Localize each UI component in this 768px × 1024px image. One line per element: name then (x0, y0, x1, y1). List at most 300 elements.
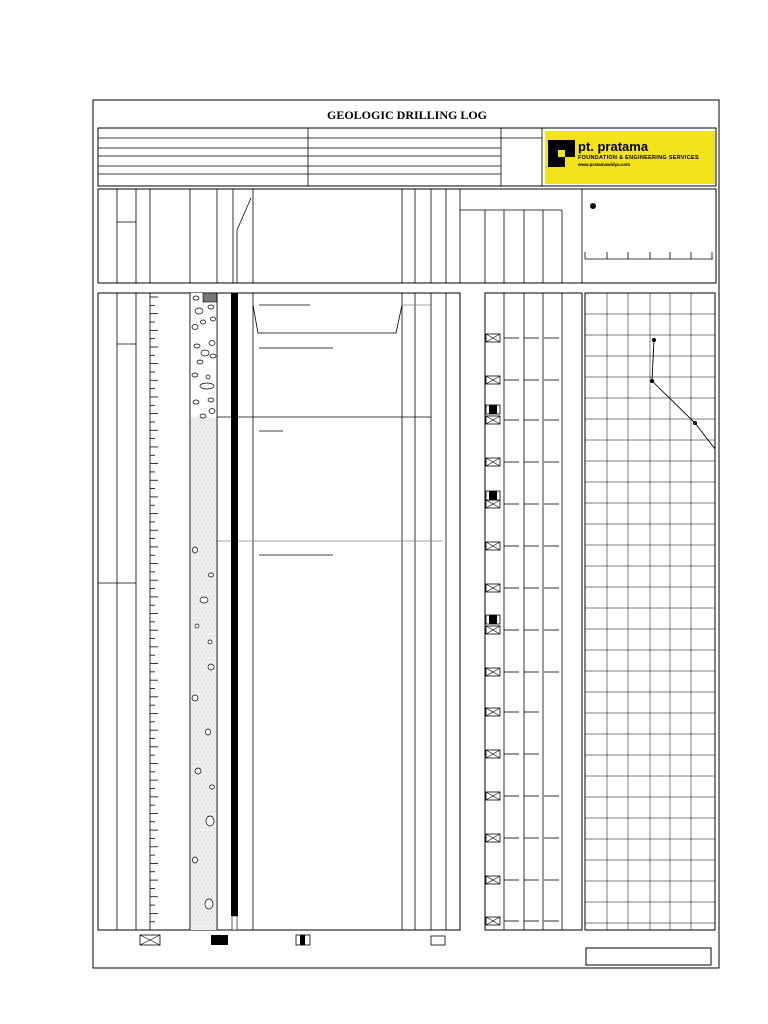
sand-dot (192, 808, 193, 809)
sand-dot (214, 436, 215, 437)
pebble (208, 305, 214, 309)
sand-dot (194, 788, 195, 789)
sand-dot (208, 808, 209, 809)
sand-dot (208, 776, 209, 777)
sand-dot (212, 680, 213, 681)
sand-dot (198, 564, 199, 565)
sand-dot (212, 728, 213, 729)
sand-dot (204, 848, 205, 849)
sand-dot (208, 608, 209, 609)
sand-dot (202, 772, 203, 773)
sand-dot (196, 432, 197, 433)
sand-dot (196, 832, 197, 833)
sand-dot (214, 492, 215, 493)
sand-dot (194, 884, 195, 885)
sand-dot (196, 856, 197, 857)
sand-dot (196, 648, 197, 649)
pebble (192, 373, 198, 377)
sand-dot (202, 460, 203, 461)
sand-dot (212, 656, 213, 657)
sand-dot (210, 580, 211, 581)
company-name: pt. pratama (578, 139, 649, 154)
sand-dot (210, 452, 211, 453)
sand-dot (192, 560, 193, 561)
sand-dot (210, 460, 211, 461)
logo-mark-notch (558, 150, 565, 157)
sand-dot (194, 516, 195, 517)
sand-dot (206, 684, 207, 685)
sand-dot (202, 604, 203, 605)
sand-dot (212, 880, 213, 881)
sand-dot (194, 764, 195, 765)
solid-black-box-icon (211, 935, 228, 945)
sand-dot (192, 552, 193, 553)
core-sample-fill (489, 491, 497, 500)
sand-dot (200, 672, 201, 673)
sand-dot (208, 432, 209, 433)
sand-dot (196, 640, 197, 641)
sand-dot (210, 764, 211, 765)
sand-dot (200, 568, 201, 569)
sand-dot (192, 592, 193, 593)
sand-dot (206, 564, 207, 565)
sand-dot (202, 868, 203, 869)
sand-dot (206, 652, 207, 653)
sand-dot (196, 512, 197, 513)
sand-dot (208, 672, 209, 673)
sand-dot (210, 612, 211, 613)
sand-dot (214, 724, 215, 725)
pebble (208, 398, 214, 402)
sand-dot (208, 464, 209, 465)
sand-dot (210, 508, 211, 509)
sand-dot (206, 428, 207, 429)
sand-dot (204, 656, 205, 657)
pebble (201, 320, 206, 324)
sand-dot (208, 720, 209, 721)
sand-dot (204, 816, 205, 817)
sand-dot (208, 736, 209, 737)
sand-dot (210, 420, 211, 421)
pebble (201, 350, 209, 356)
sand-dot (212, 480, 213, 481)
sand-dot (210, 468, 211, 469)
sand-dot (198, 532, 199, 533)
sand-dot (214, 452, 215, 453)
sand-dot (192, 688, 193, 689)
topsoil-block (203, 293, 217, 302)
sand-dot (206, 924, 207, 925)
sand-dot (206, 724, 207, 725)
sand-dot (200, 728, 201, 729)
sand-dot (214, 612, 215, 613)
sand-dot (204, 528, 205, 529)
sand-dot (214, 588, 215, 589)
sand-dot (208, 632, 209, 633)
sand-dot (202, 572, 203, 573)
sand-dot (194, 740, 195, 741)
pebble (200, 414, 206, 418)
sand-dot (192, 448, 193, 449)
sand-dot (198, 604, 199, 605)
sand-dot (212, 888, 213, 889)
sand-dot (198, 716, 199, 717)
sand-dot (210, 636, 211, 637)
sand-dot (192, 824, 193, 825)
sand-dot (206, 476, 207, 477)
sand-dot (214, 484, 215, 485)
sand-dot (212, 432, 213, 433)
sand-dot (194, 420, 195, 421)
sand-dot (202, 452, 203, 453)
sand-dot (204, 736, 205, 737)
sand-dot (198, 740, 199, 741)
sand-dot (200, 872, 201, 873)
sand-dot (196, 824, 197, 825)
sand-dot (204, 696, 205, 697)
sand-dot (214, 876, 215, 877)
sand-dot (214, 620, 215, 621)
sand-dot (198, 668, 199, 669)
sand-dot (196, 672, 197, 673)
sand-dot (206, 452, 207, 453)
sand-dot (198, 580, 199, 581)
upper-columns-box (98, 189, 716, 283)
sand-dot (194, 492, 195, 493)
sand-dot (196, 560, 197, 561)
logo-mark-notch (565, 157, 575, 167)
sand-dot (208, 760, 209, 761)
sand-dot (198, 828, 199, 829)
sand-dot (214, 476, 215, 477)
soil-column (190, 293, 238, 930)
pebble (193, 400, 199, 404)
sand-dot (210, 684, 211, 685)
sand-dot (206, 804, 207, 805)
pebble (209, 573, 214, 577)
sand-dot (202, 900, 203, 901)
sand-dot (210, 524, 211, 525)
sand-dot (214, 796, 215, 797)
sand-dot (206, 492, 207, 493)
sand-dot (200, 488, 201, 489)
sand-dot (212, 808, 213, 809)
sand-dot (212, 584, 213, 585)
sand-dot (202, 620, 203, 621)
sand-dot (200, 832, 201, 833)
sand-dot (194, 588, 195, 589)
sand-dot (210, 660, 211, 661)
sand-dot (198, 884, 199, 885)
sand-dot (214, 564, 215, 565)
sand-dot (192, 920, 193, 921)
sand-dot (200, 632, 201, 633)
sand-dot (204, 760, 205, 761)
sand-dot (200, 800, 201, 801)
sand-dot (214, 740, 215, 741)
sand-dot (192, 496, 193, 497)
sand-dot (194, 716, 195, 717)
sand-dot (204, 712, 205, 713)
sand-dot (202, 652, 203, 653)
sand-dot (200, 536, 201, 537)
sand-dot (214, 508, 215, 509)
sand-dot (194, 756, 195, 757)
sand-dot (192, 704, 193, 705)
sand-dot (198, 620, 199, 621)
sand-dot (194, 876, 195, 877)
sand-dot (206, 676, 207, 677)
sand-dot (198, 420, 199, 421)
sand-dot (208, 624, 209, 625)
sand-dot (198, 588, 199, 589)
sand-dot (196, 728, 197, 729)
sand-dot (204, 456, 205, 457)
sand-dot (194, 580, 195, 581)
sand-dot (194, 524, 195, 525)
sand-dot (202, 836, 203, 837)
sand-dot (208, 648, 209, 649)
sand-dot (214, 644, 215, 645)
sand-dot (204, 768, 205, 769)
sand-dot (202, 612, 203, 613)
sand-dot (206, 532, 207, 533)
sand-dot (204, 624, 205, 625)
sand-dot (192, 712, 193, 713)
sand-dot (206, 508, 207, 509)
sand-dot (194, 924, 195, 925)
sand-dot (210, 796, 211, 797)
sand-dot (194, 684, 195, 685)
sand-dot (196, 496, 197, 497)
sand-dot (212, 496, 213, 497)
core-sample-fill (489, 615, 497, 624)
sand-dot (204, 648, 205, 649)
sand-dot (214, 420, 215, 421)
pebble (200, 597, 208, 603)
sand-dot (200, 640, 201, 641)
sand-dot (194, 444, 195, 445)
sand-dot (214, 756, 215, 757)
sand-dot (192, 624, 193, 625)
sand-dot (206, 484, 207, 485)
pebble (209, 341, 215, 346)
pebble (192, 325, 198, 330)
sand-dot (196, 536, 197, 537)
sand-dot (210, 484, 211, 485)
sand-dot (208, 520, 209, 521)
sand-dot (202, 508, 203, 509)
sand-dot (202, 796, 203, 797)
sand-dot (198, 652, 199, 653)
sand-dot (194, 916, 195, 917)
sand-dot (210, 652, 211, 653)
sand-dot (212, 568, 213, 569)
sand-dot (194, 556, 195, 557)
sand-dot (200, 776, 201, 777)
sand-dot (196, 480, 197, 481)
sand-dot (206, 444, 207, 445)
sand-dot (210, 500, 211, 501)
sand-dot (210, 588, 211, 589)
sand-dot (208, 488, 209, 489)
sand-dot (208, 680, 209, 681)
sand-dot (200, 520, 201, 521)
sand-dot (202, 724, 203, 725)
sand-dot (194, 484, 195, 485)
sand-dot (206, 756, 207, 757)
sand-dot (206, 556, 207, 557)
sand-dot (202, 780, 203, 781)
pebble (206, 375, 210, 379)
sand-dot (198, 468, 199, 469)
sand-dot (192, 832, 193, 833)
sand-dot (196, 576, 197, 577)
sand-dot (202, 844, 203, 845)
sand-dot (210, 692, 211, 693)
sand-dot (200, 760, 201, 761)
sand-dot (202, 716, 203, 717)
sand-dot (214, 684, 215, 685)
sand-dot (210, 628, 211, 629)
sand-dot (202, 812, 203, 813)
sand-dot (196, 896, 197, 897)
sand-dot (204, 472, 205, 473)
sand-dot (198, 660, 199, 661)
pebble (209, 409, 215, 414)
sand-dot (194, 748, 195, 749)
sand-dot (208, 536, 209, 537)
sand-dot (212, 560, 213, 561)
sand-dot (196, 776, 197, 777)
spt-data-point (650, 379, 654, 383)
sand-dot (214, 900, 215, 901)
sand-dot (206, 916, 207, 917)
sand-dot (214, 628, 215, 629)
sand-dot (210, 924, 211, 925)
sand-dot (202, 852, 203, 853)
sand-dot (210, 572, 211, 573)
sand-dot (198, 484, 199, 485)
sand-dot (214, 572, 215, 573)
pebble (208, 664, 214, 670)
sand-dot (206, 460, 207, 461)
sand-dot (194, 908, 195, 909)
sand-dot (214, 516, 215, 517)
sand-dot (212, 608, 213, 609)
sand-dot (196, 688, 197, 689)
pebble (208, 640, 212, 644)
sand-dot (194, 596, 195, 597)
sand-dot (214, 676, 215, 677)
header-diagonal-line (237, 198, 251, 230)
sand-dot (202, 684, 203, 685)
sand-dot (200, 864, 201, 865)
sand-dot (206, 868, 207, 869)
sand-dot (206, 500, 207, 501)
sand-dot (208, 496, 209, 497)
sand-dot (214, 828, 215, 829)
sand-dot (206, 716, 207, 717)
sand-dot (192, 568, 193, 569)
sand-dot (196, 424, 197, 425)
sand-dot (212, 536, 213, 537)
sand-dot (214, 468, 215, 469)
sand-dot (196, 880, 197, 881)
sand-dot (194, 820, 195, 821)
sand-dot (196, 456, 197, 457)
sand-dot (204, 424, 205, 425)
sand-dot (206, 860, 207, 861)
sand-dot (206, 668, 207, 669)
sand-dot (198, 732, 199, 733)
sand-dot (192, 728, 193, 729)
sand-dot (196, 592, 197, 593)
sand-dot (212, 624, 213, 625)
sand-dot (214, 748, 215, 749)
sand-dot (200, 736, 201, 737)
sand-dot (200, 504, 201, 505)
sand-dot (210, 556, 211, 557)
sand-dot (204, 552, 205, 553)
sand-dot (192, 672, 193, 673)
pebble (193, 296, 199, 300)
sand-dot (214, 884, 215, 885)
sand-dot (198, 436, 199, 437)
sand-dot (196, 472, 197, 473)
sand-dot (192, 856, 193, 857)
sand-dot (214, 580, 215, 581)
pebble (194, 344, 200, 348)
sand-dot (204, 880, 205, 881)
sand-dot (200, 688, 201, 689)
sand-dot (204, 504, 205, 505)
sand-dot (202, 876, 203, 877)
sand-dot (212, 592, 213, 593)
sand-dot (204, 560, 205, 561)
sand-dot (204, 512, 205, 513)
sand-dot (206, 540, 207, 541)
sand-dot (208, 848, 209, 849)
spt-data-point (652, 338, 656, 342)
sand-dot (210, 844, 211, 845)
sand-dot (212, 864, 213, 865)
sand-dot (212, 472, 213, 473)
sand-dot (198, 748, 199, 749)
sand-dot (210, 884, 211, 885)
sand-dot (196, 784, 197, 785)
sand-dot (196, 888, 197, 889)
sand-dot (202, 820, 203, 821)
sand-dot (194, 500, 195, 501)
sand-dot (214, 548, 215, 549)
sand-dot (196, 872, 197, 873)
sand-dot (208, 712, 209, 713)
sand-dot (206, 436, 207, 437)
sand-dot (196, 848, 197, 849)
sand-dot (212, 464, 213, 465)
sand-dot (212, 632, 213, 633)
sand-dot (206, 892, 207, 893)
sand-dot (204, 808, 205, 809)
sand-dot (202, 580, 203, 581)
sand-dot (208, 792, 209, 793)
sand-dot (214, 844, 215, 845)
sand-dot (212, 784, 213, 785)
sand-dot (206, 844, 207, 845)
sand-dot (208, 512, 209, 513)
sand-dot (214, 892, 215, 893)
